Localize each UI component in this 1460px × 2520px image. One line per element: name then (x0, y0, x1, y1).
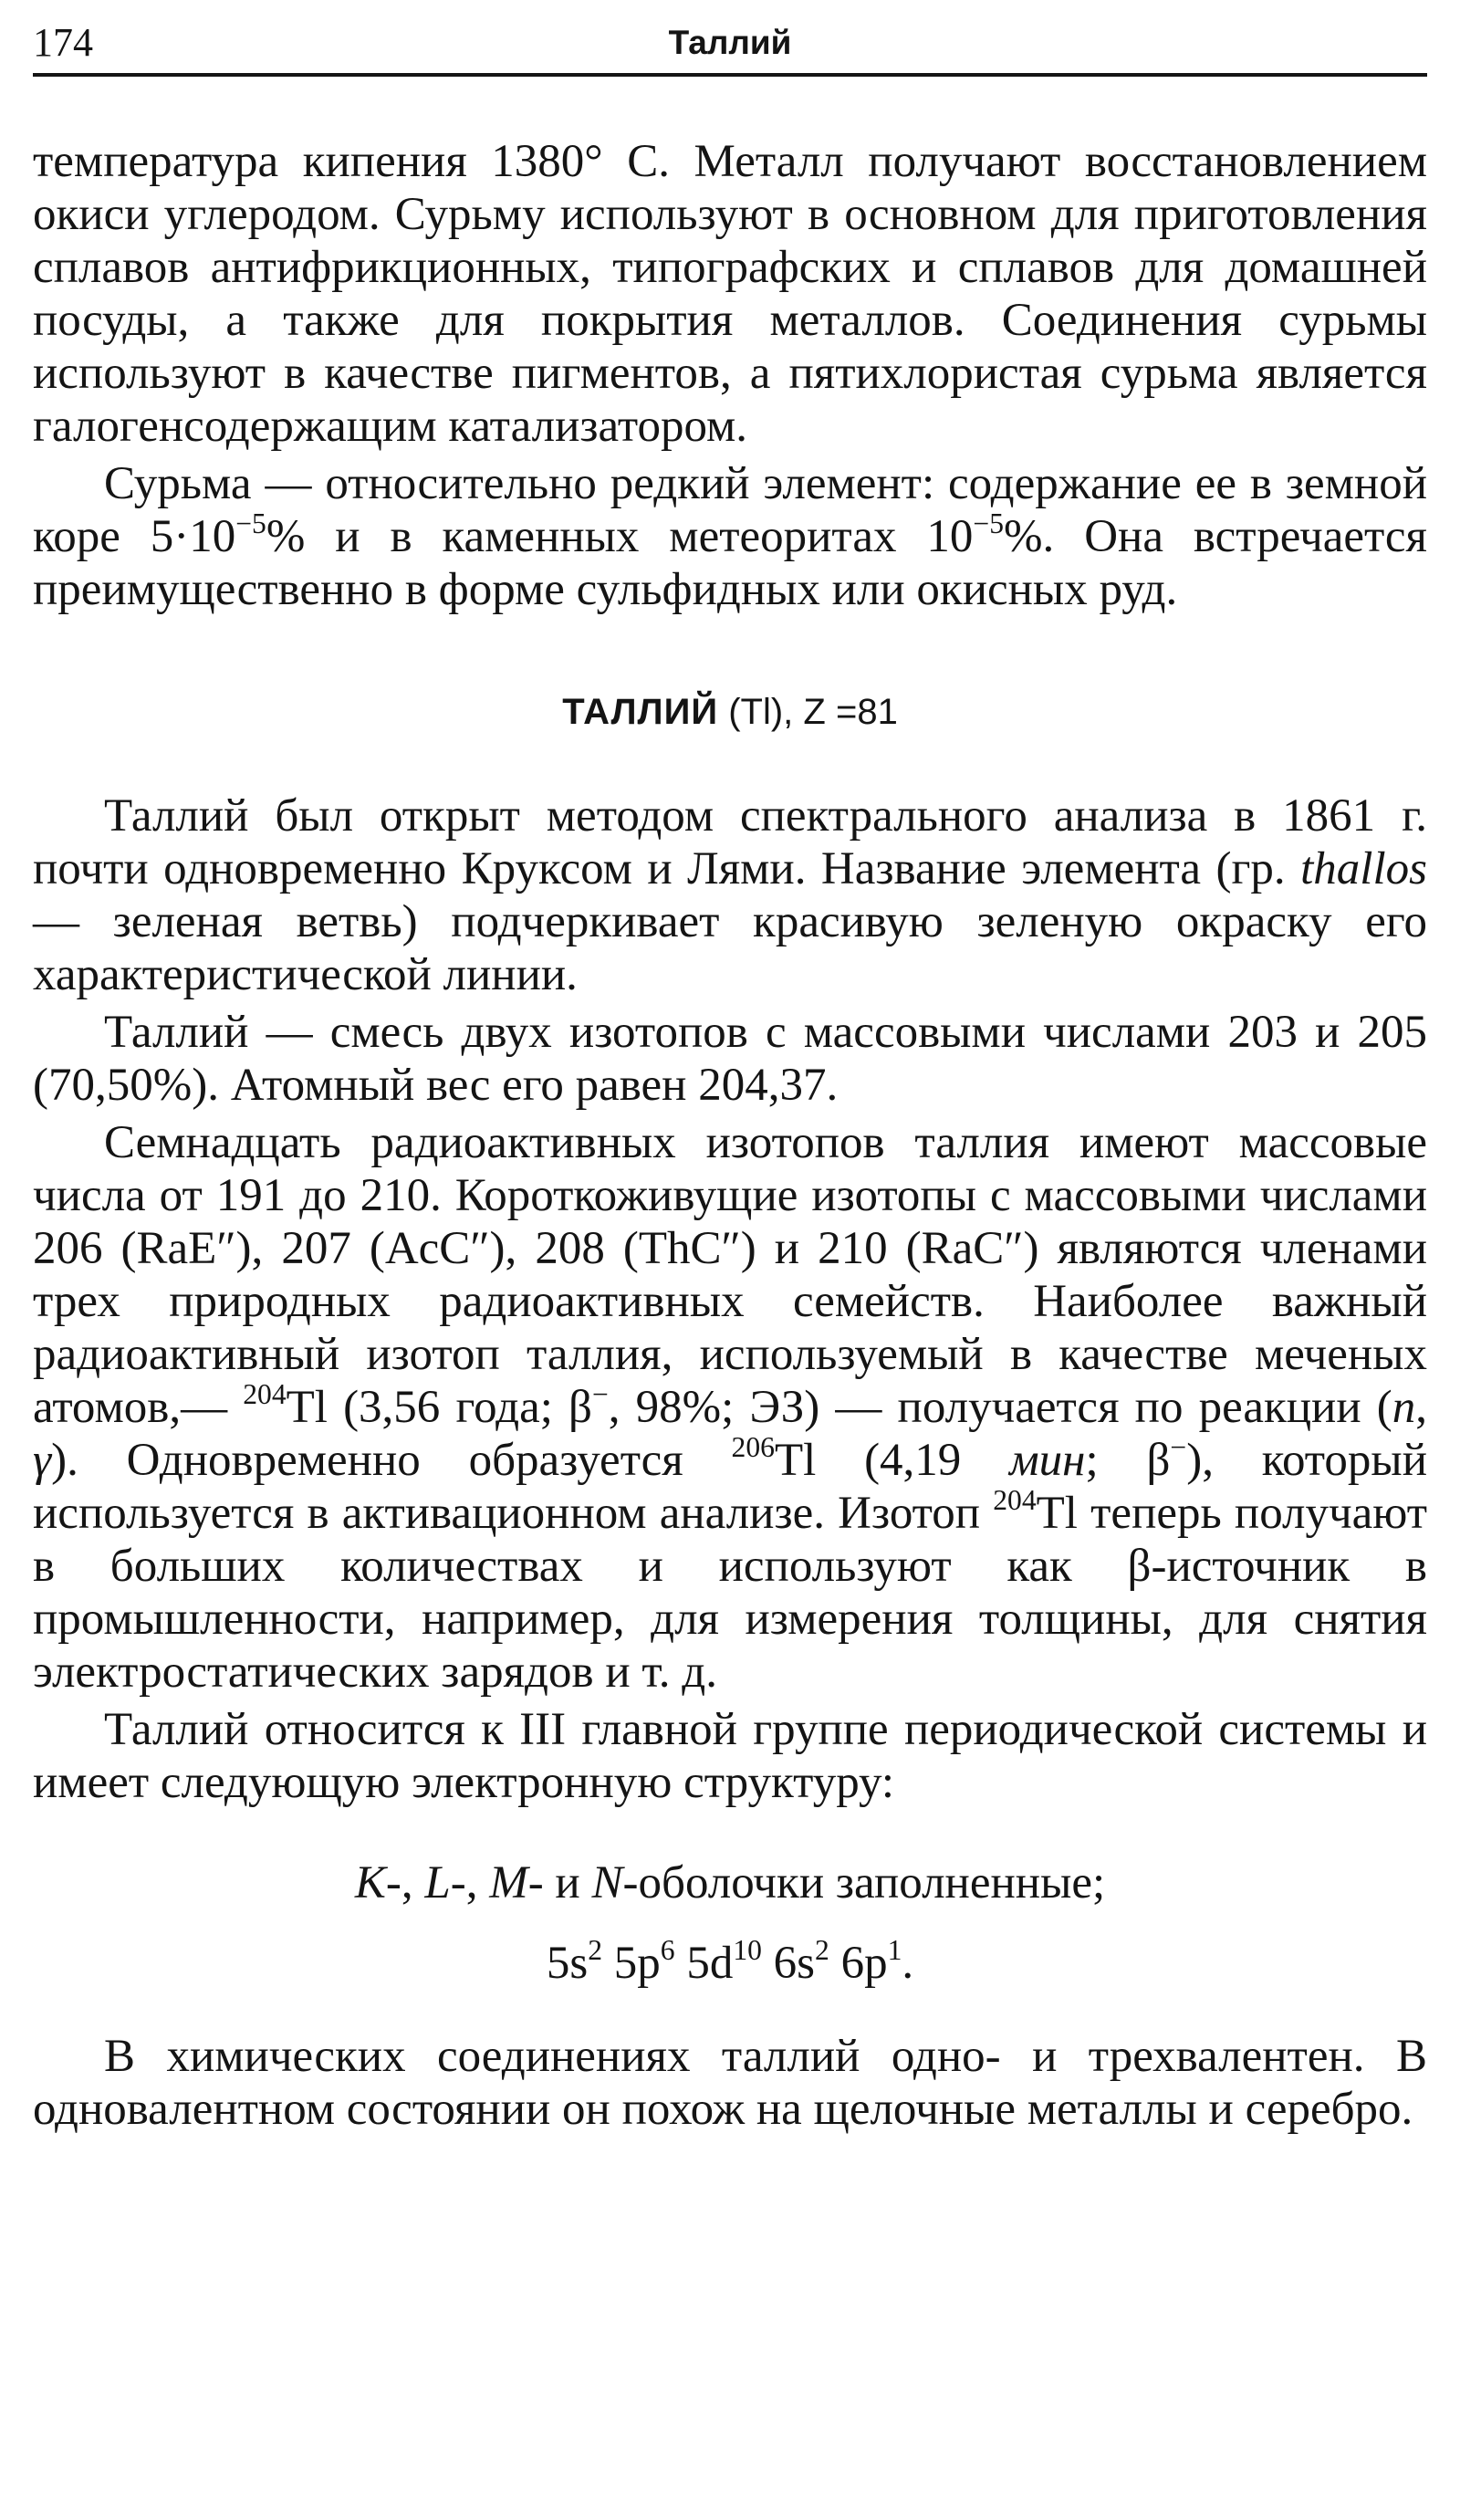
section-heading-thallium (33, 689, 1427, 735)
shell-formula: K-, L-, M- и N-оболочки заполненные; (354, 1857, 1106, 1908)
antimony-paragraph-2: Сурьма — относительно редкий элемент: содержание ее в земной коре $5\cdot 10^{-5}\%$ и в каменных метеоритах $10^{-5}\%$. Она встречается преимущественно в форме сульфидных или окисных руд. (33, 458, 1427, 615)
running-title: Таллий (668, 24, 792, 61)
page-header (33, 20, 1427, 66)
book-page (33, 0, 1427, 2520)
thallium-paragraph-5: В химических соединениях таллий одно- и трехвалентен. В одновалентном состоянии он похож на щелочные металлы и серебро. (33, 2031, 1427, 2135)
thallium-paragraph-3: Семнадцать радиоактивных изотопов таллия имеют массовые числа от 191 до 210. Короткоживущие изотопы с массовыми числами 206 (RaE″), 207 (AcC″), 208 (ThC″) и 210 (RaC″) являются членами трех природных радиоактивных семейств. Наиболее важный радиоактивный изотоп таллия, используемый в качестве меченых атомов,— $^{204}$Tl (3,56 года; β−, 98%; ЭЗ) — получается по реакции (n, γ). Одновременно образуется $^{206}$Tl (4,19 мин; β−), который используется в активационном анализе. Изотоп $^{204}$Tl теперь получают в больших количествах и используют как β-источник в промышленности, например, для измерения толщины, для снятия электростатических зарядов и т. д. (33, 1117, 1427, 1698)
thallium-paragraph-4: Таллий относится к III главной группе периодической системы и имеет следующую электронную структуру: (33, 1704, 1427, 1808)
thallium-paragraph-1: Таллий был открыт методом спектрального анализа в 1861 г. почти одновременно Круксом и Лями. Название элемента (гр. thallos — зеленая ветвь) подчеркивает красивую зеленую окраску его характеристической линии. (33, 790, 1427, 1000)
header-rule (33, 73, 1427, 77)
electron-configuration: $5s^2$ $5p^6$ $5d^{10}$ $6s^2$ $6p^1$. (546, 1934, 914, 1989)
element-symbol-number: (Tl), Z =81 (718, 692, 898, 732)
antimony-paragraph-1: температура кипения 1380° С. Металл получают восстановлением окиси углеродом. Сурьму используют в основном для приготовления сплавов антифрикционных, типографских и сплавов для домашней посуды, а также для покрытия металлов. Соединения сурьмы используют в качестве пигментов, а пятихлористая сурьма является галогенсодержащим катализатором. (33, 136, 1427, 452)
page-body (33, 135, 1427, 2136)
element-name: ТАЛЛИЙ (562, 692, 719, 732)
page-number: 174 (33, 20, 93, 65)
thallium-paragraph-2: Таллий — смесь двух изотопов с массовыми числами 203 и 205 (70,50%). Атомный вес его равен 204,37. (33, 1007, 1427, 1111)
